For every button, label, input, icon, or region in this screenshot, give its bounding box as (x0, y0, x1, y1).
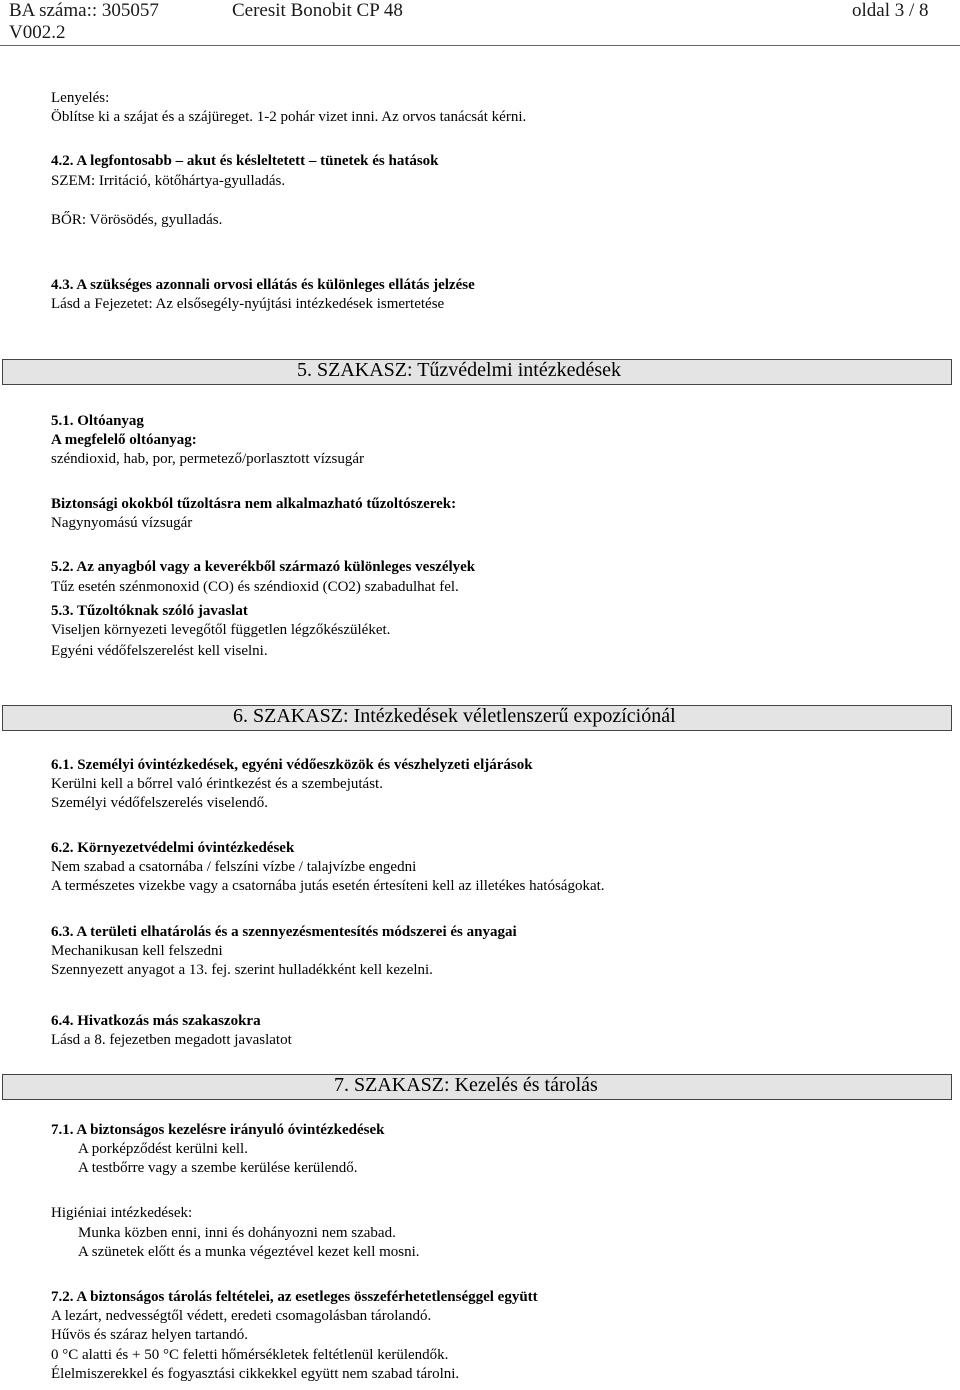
product-name: Ceresit Bonobit CP 48 (232, 0, 403, 21)
s53-title: 5.3. Tűzoltóknak szóló javaslat (51, 603, 248, 619)
section6-banner (2, 705, 952, 731)
s61-text1: Kerülni kell a bőrrel való érintkezést és a szembejutást. (51, 776, 383, 792)
s61-title: 6.1. Személyi óvintézkedések, egyéni védőeszközök és vészhelyzeti eljárások (51, 757, 533, 773)
s62-text1: Nem szabad a csatornába / felszíni vízbe / talajvízbe engedni (51, 859, 417, 875)
s72-text2: Hűvös és száraz helyen tartandó. (51, 1327, 249, 1343)
s62-title: 6.2. Környezetvédelmi óvintézkedések (51, 840, 295, 856)
s63-text1: Mechanikusan kell felszedni (51, 943, 223, 959)
s63-title: 6.3. A területi elhatárolás és a szennyezésmentesítés módszerei és anyagai (51, 924, 517, 940)
s51-title: 5.1. Oltóanyag (51, 413, 144, 429)
unsafe-agents-text: Nagynyomású vízsugár (51, 515, 193, 531)
swallow-text: Öblítse ki a szájat és a szájüreget. 1-2 pohár vizet inni. Az orvos tanácsát kérni. (51, 109, 527, 125)
s71-title: 7.1. A biztonságos kezelésre irányuló óvintézkedések (51, 1122, 385, 1138)
s42-eye: SZEM: Irritáció, kötőhártya-gyulladás. (51, 173, 286, 189)
header-divider (0, 45, 960, 46)
section6-title: 6. SZAKASZ: Intézkedések véletlenszerű expozíciónál (233, 705, 676, 727)
s72-text4: Élelmiszerekkel és fogyasztási cikkekkel együtt nem szabad tárolni. (51, 1366, 460, 1382)
hygiene-text2: A szünetek előtt és a munka végeztével kezet kell mosni. (78, 1244, 420, 1260)
s62-text2: A természetes vizekbe vagy a csatornába jutás esetén értesíteni kell az illetékes hatóságokat. (51, 878, 605, 894)
s72-text1: A lezárt, nedvességtől védett, eredeti csomagolásban tárolandó. (51, 1308, 432, 1324)
swallow-label: Lenyelés: (51, 90, 110, 106)
s53-text2: Egyéni védőfelszerelést kell viselni. (51, 643, 268, 659)
s71-text2: A testbőrre vagy a szembe kerülése kerülendő. (78, 1160, 358, 1176)
section7-banner (2, 1074, 952, 1100)
hygiene-label: Higiéniai intézkedések: (51, 1205, 193, 1221)
s42-title: 4.2. A legfontosabb – akut és késleltetett – tünetek és hatások (51, 153, 439, 169)
section7-title: 7. SZAKASZ: Kezelés és tárolás (334, 1074, 598, 1096)
s63-text2: Szennyezett anyagot a 13. fej. szerint hulladékként kell kezelni. (51, 962, 433, 978)
s51-subtitle: A megfelelő oltóanyag: (51, 432, 197, 448)
page-number: oldal 3 / 8 (852, 0, 929, 21)
s52-title: 5.2. Az anyagból vagy a keverékből származó különleges veszélyek (51, 559, 476, 575)
s72-text3: 0 °C alatti és + 50 °C feletti hőmérsékletek feltétlenül kerülendők. (51, 1347, 449, 1363)
s53-text1: Viseljen környezeti levegőtől független légzőkészüléket. (51, 622, 391, 638)
s42-skin: BŐR: Vörösödés, gyulladás. (51, 212, 223, 228)
unsafe-agents-title: Biztonsági okokból tűzoltásra nem alkalmazható tűzoltószerek: (51, 496, 457, 512)
s72-title: 7.2. A biztonságos tárolás feltételei, az esetleges összeférhetetlenséggel együtt (51, 1289, 538, 1305)
s43-title: 4.3. A szükséges azonnali orvosi ellátás és különleges ellátás jelzése (51, 277, 475, 293)
s71-text1: A porképződést kerülni kell. (78, 1141, 248, 1157)
s64-text: Lásd a 8. fejezetben megadott javaslatot (51, 1032, 292, 1048)
s51-text: széndioxid, hab, por, permetező/porlasztott vízsugár (51, 451, 365, 467)
hygiene-text1: Munka közben enni, inni és dohányozni nem szabad. (78, 1225, 396, 1241)
section5-banner (2, 359, 952, 385)
s61-text2: Személyi védőfelszerelés viselendő. (51, 795, 269, 811)
doc-number: BA száma:: 305057 (9, 0, 159, 21)
s52-text: Tűz esetén szénmonoxid (CO) és széndioxid (CO2) szabadulhat fel. (51, 579, 459, 595)
section5-title: 5. SZAKASZ: Tűzvédelmi intézkedések (297, 359, 622, 381)
s43-text: Lásd a Fejezetet: Az elsősegély-nyújtási intézkedések ismertetése (51, 296, 445, 312)
version: V002.2 (9, 22, 66, 43)
s64-title: 6.4. Hivatkozás más szakaszokra (51, 1013, 261, 1029)
